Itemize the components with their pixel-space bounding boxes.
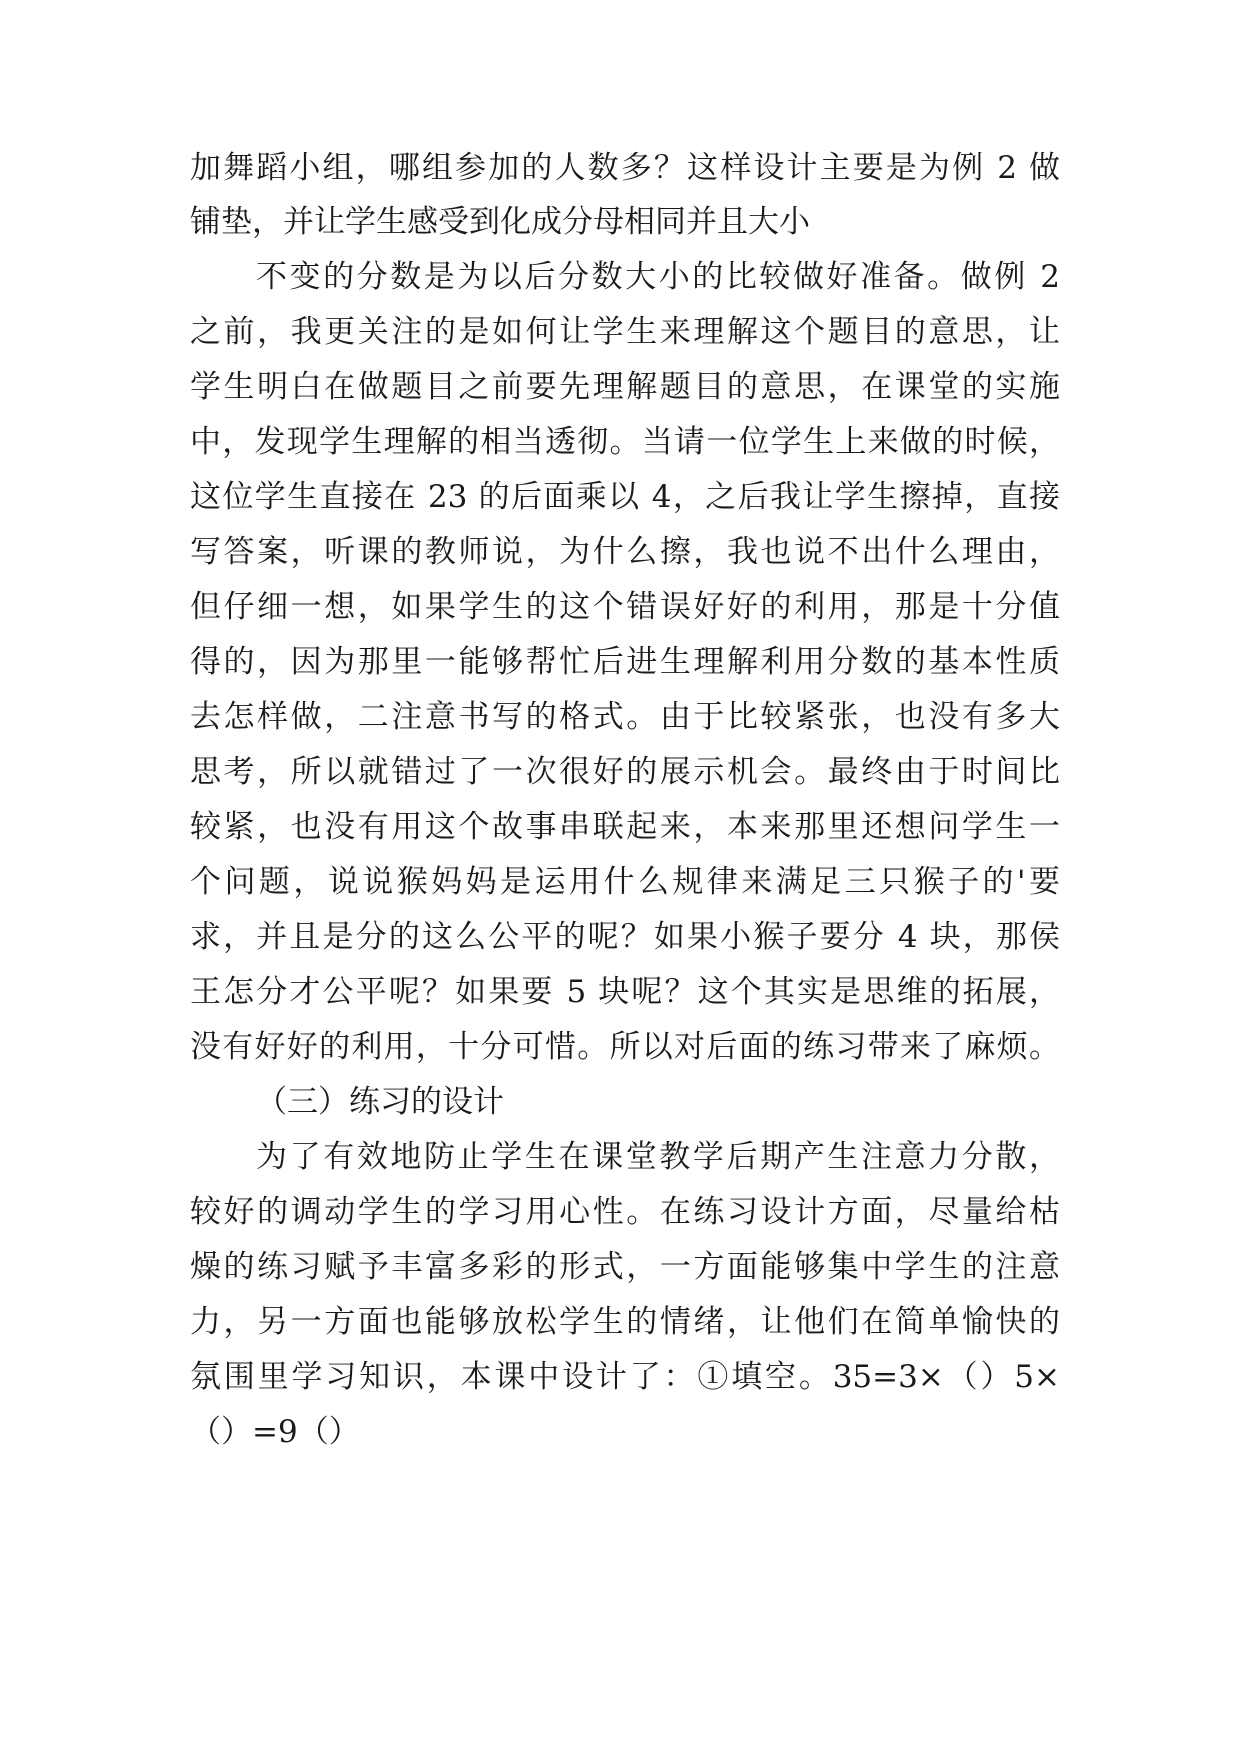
text-line-6: 中，发现学生理解的相当透彻。当请一位学生上来做的时候，: [190, 424, 1060, 460]
text-line-16: 王怎分才公平呢？如果要 5 块呢？这个其实是思维的拓展，: [190, 974, 1060, 1010]
text-line-19: 为了有效地防止学生在课堂教学后期产生注意力分散，: [256, 1139, 1060, 1175]
text-line-7: 这位学生直接在 23 的后面乘以 4，之后我让学生擦掉，直接: [190, 479, 1060, 515]
text-line-8: 写答案，听课的教师说，为什么擦，我也说不出什么理由，: [190, 534, 1060, 570]
text-line-23: 氛围里学习知识，本课中设计了：①填空。35=3×（）5×: [190, 1359, 1060, 1395]
text-line-13: 较紧，也没有用这个故事串联起来，本来那里还想问学生一: [190, 809, 1060, 845]
text-line-24: （）=9（）: [190, 1414, 360, 1450]
text-line-3: 不变的分数是为以后分数大小的比较做好准备。做例 2: [256, 259, 1060, 295]
text-line-17: 没有好好的利用，十分可惜。所以对后面的练习带来了麻烦。: [190, 1029, 1060, 1065]
text-line-21: 燥的练习赋予丰富多彩的形式，一方面能够集中学生的注意: [190, 1249, 1060, 1285]
text-line-10: 得的，因为那里一能够帮忙后进生理解利用分数的基本性质: [190, 644, 1060, 680]
text-line-2: 铺垫，并让学生感受到化成分母相同并且大小: [190, 204, 810, 240]
text-line-22: 力，另一方面也能够放松学生的情绪，让他们在简单愉快的: [190, 1304, 1060, 1340]
section-heading: （三）练习的设计: [256, 1084, 504, 1120]
text-line-4: 之前，我更关注的是如何让学生来理解这个题目的意思，让: [190, 314, 1060, 350]
text-line-12: 思考，所以就错过了一次很好的展示机会。最终由于时间比: [190, 754, 1060, 790]
text-line-5: 学生明白在做题目之前要先理解题目的意思，在课堂的实施: [190, 369, 1060, 405]
text-line-9: 但仔细一想，如果学生的这个错误好好的利用，那是十分值: [190, 589, 1060, 625]
text-line-20: 较好的调动学生的学习用心性。在练习设计方面，尽量给枯: [190, 1194, 1060, 1230]
text-line-11: 去怎样做，二注意书写的格式。由于比较紧张，也没有多大: [190, 699, 1060, 735]
text-line-1: 加舞蹈小组，哪组参加的人数多？这样设计主要是为例 2 做: [190, 150, 1060, 186]
text-line-14: 个问题，说说猴妈妈是运用什么规律来满足三只猴子的'要: [190, 864, 1060, 900]
text-line-15: 求，并且是分的这么公平的呢？如果小猴子要分 4 块，那侯: [190, 919, 1060, 955]
